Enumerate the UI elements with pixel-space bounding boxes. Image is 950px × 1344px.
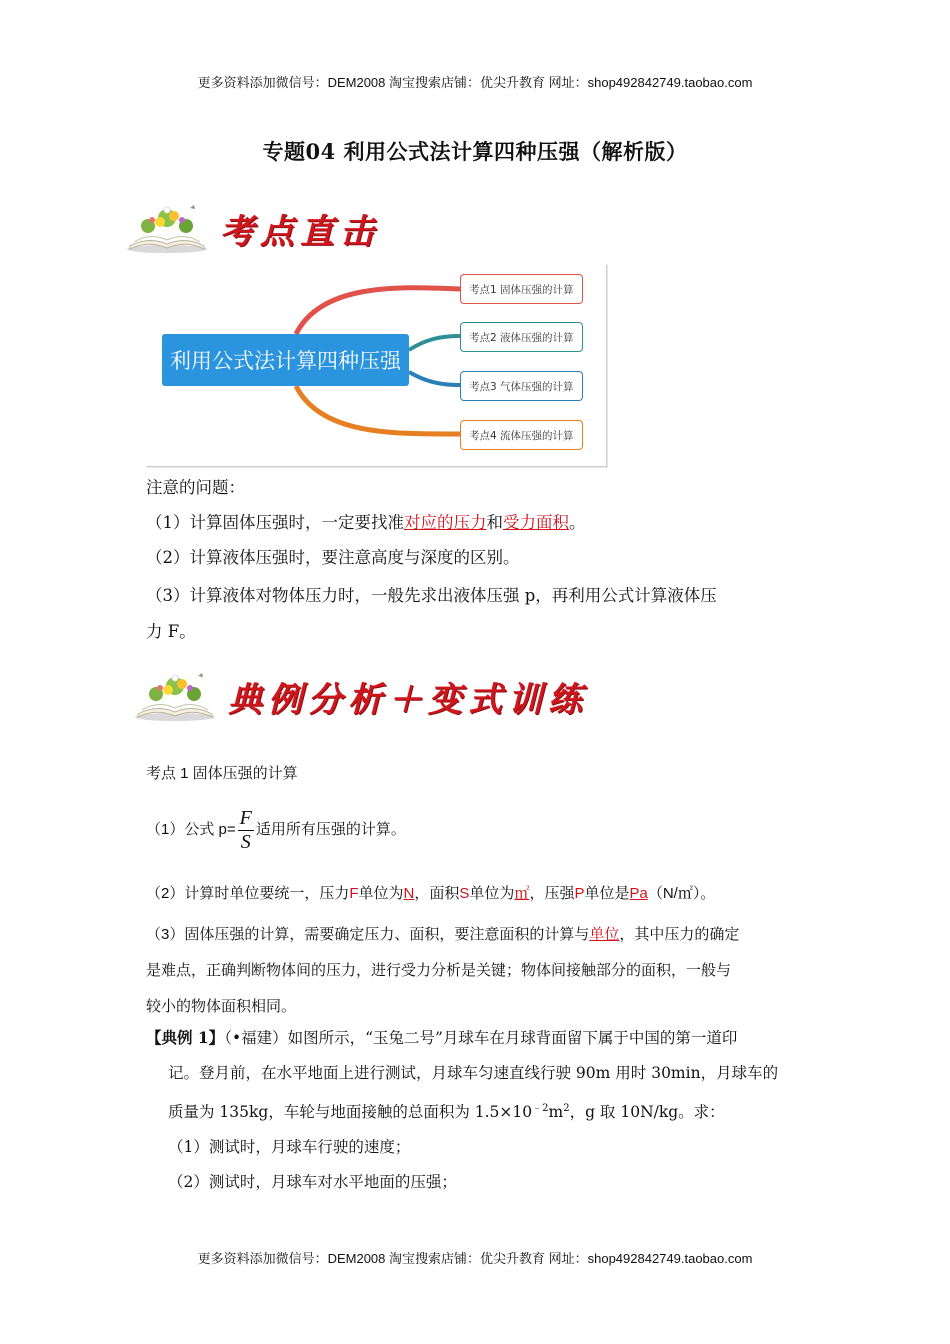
mind-map-center-node: 利用公式法计算四种压强 bbox=[162, 334, 409, 386]
pressure-formula-fraction bbox=[238, 807, 254, 853]
section-heading-kaodian-1: 考点 1 固体压强的计算 bbox=[146, 765, 298, 782]
solid-calc-text-1: （3）固体压强的计算，需要确定压力、面积，要注意面积的计算与 bbox=[146, 926, 590, 943]
notes-item-2: （2）计算液体压强时，要注意高度与深度的区别。 bbox=[146, 548, 520, 567]
mind-map-node-1: 考点1 固体压强的计算 bbox=[460, 274, 583, 304]
example-tag: 【典例 1】 bbox=[146, 1028, 225, 1047]
notes-keyword-area: 受力面积 bbox=[503, 513, 569, 532]
example-1-text-3c: ，g 取 10N/kg。求： bbox=[569, 1103, 725, 1122]
unit-Pa: Pa bbox=[629, 885, 648, 902]
page-header: 更多资料添加微信号：DEM2008 淘宝搜索店铺：优尖升教育 网址：shop492842749.taobao.com bbox=[197, 75, 753, 90]
units-text-1: （2）计算时单位要统一，压力 bbox=[146, 885, 350, 902]
formula-suffix: 适用所有压强的计算。 bbox=[255, 821, 406, 838]
example-1-line-1 bbox=[146, 1020, 810, 1056]
formula-line-3-row-3: 较小的物体面积相同。 bbox=[146, 998, 297, 1015]
formula-prefix: （1）公式 p= bbox=[146, 821, 236, 838]
unit-symbol-P: P bbox=[574, 885, 585, 902]
exponent: ﹣2 bbox=[532, 1103, 549, 1114]
units-text-4: 单位为 bbox=[469, 885, 515, 902]
example-1-line-3 bbox=[146, 1091, 810, 1130]
notes-item-3-line-1: （3）计算液体对物体压力时，一般先求出液体压强 p，再利用公式计算液体压 bbox=[146, 586, 717, 605]
page-title: 专题04 利用公式法计算四种压强（解析版） bbox=[262, 139, 688, 164]
fraction-denominator: S bbox=[240, 831, 251, 854]
mind-map-node-3: 考点3 气体压强的计算 bbox=[460, 371, 583, 401]
mind-map-node-4: 考点4 流体压强的计算 bbox=[460, 420, 583, 450]
formula-line-3-row-1 bbox=[146, 917, 806, 953]
notes-item-1-end: 。 bbox=[569, 513, 586, 532]
notes-keyword-pressure: 对应的压力 bbox=[404, 513, 487, 532]
notes-item-1-text: （1）计算固体压强时，一定要找准 bbox=[146, 513, 404, 532]
formula-line-2 bbox=[146, 882, 806, 906]
example-1-text-3a: 质量为 135kg，车轮与地面接触的总面积为 1.5×10 bbox=[168, 1103, 533, 1122]
notes-item-1-and: 和 bbox=[486, 513, 503, 532]
example-1-text-3b: m bbox=[548, 1103, 564, 1122]
section-banner-kaodian bbox=[124, 200, 380, 256]
notes-heading: 注意的问题： bbox=[146, 478, 245, 497]
notes-item-3-line-2: 力 F。 bbox=[146, 622, 196, 641]
formula-line-1 bbox=[146, 806, 806, 854]
unit-N: N bbox=[403, 885, 415, 902]
square-superscript: 2 bbox=[563, 1103, 570, 1114]
example-1-question-1: （1）测试时，月球车行驶的速度； bbox=[168, 1138, 411, 1157]
units-text-6: 单位是 bbox=[584, 885, 630, 902]
keyword-unit: 单位 bbox=[589, 926, 620, 943]
book-flowers-icon bbox=[124, 202, 210, 254]
formula-line-3 bbox=[146, 917, 806, 1025]
fraction-numerator: F bbox=[239, 807, 252, 830]
banner-title: 考点直击 bbox=[220, 211, 380, 252]
notes-item-1 bbox=[146, 511, 586, 535]
example-1-text-1: （•福建）如图所示，“玉兔二号”月球车在月球背面留下属于中国的第一道印 bbox=[224, 1029, 738, 1047]
mind-map-node-2: 考点2 液体压强的计算 bbox=[460, 322, 583, 352]
unit-m2: ㎡ bbox=[514, 885, 530, 902]
units-text-2: 单位为 bbox=[358, 885, 404, 902]
units-text-7: （N/㎡）。 bbox=[647, 885, 716, 902]
example-1 bbox=[146, 1020, 810, 1200]
units-text-5: ，压强 bbox=[529, 885, 575, 902]
section-banner-examples bbox=[132, 668, 588, 724]
units-text-3: ，面积 bbox=[414, 885, 460, 902]
mind-map bbox=[146, 264, 607, 467]
banner-title: 典例分析＋变式训练 bbox=[228, 679, 588, 720]
example-1-line-2: 记。登月前，在水平地面上进行测试，月球车匀速直线行驶 90m 用时 30min，月球车的 bbox=[168, 1064, 779, 1082]
formula-line-3-row-2: 是难点，正确判断物体间的压力，进行受力分析是关键；物体间接触部分的面积，一般与 bbox=[146, 962, 732, 979]
example-1-question-2: （2）测试时，月球车对水平地面的压强； bbox=[168, 1173, 457, 1192]
unit-symbol-S: S bbox=[459, 885, 470, 902]
page-footer: 更多资料添加微信号：DEM2008 淘宝搜索店铺：优尖升教育 网址：shop492842749.taobao.com bbox=[197, 1251, 753, 1266]
unit-symbol-F: F bbox=[349, 885, 359, 902]
book-flowers-icon bbox=[132, 670, 218, 722]
solid-calc-text-2: ，其中压力的确定 bbox=[619, 926, 740, 943]
